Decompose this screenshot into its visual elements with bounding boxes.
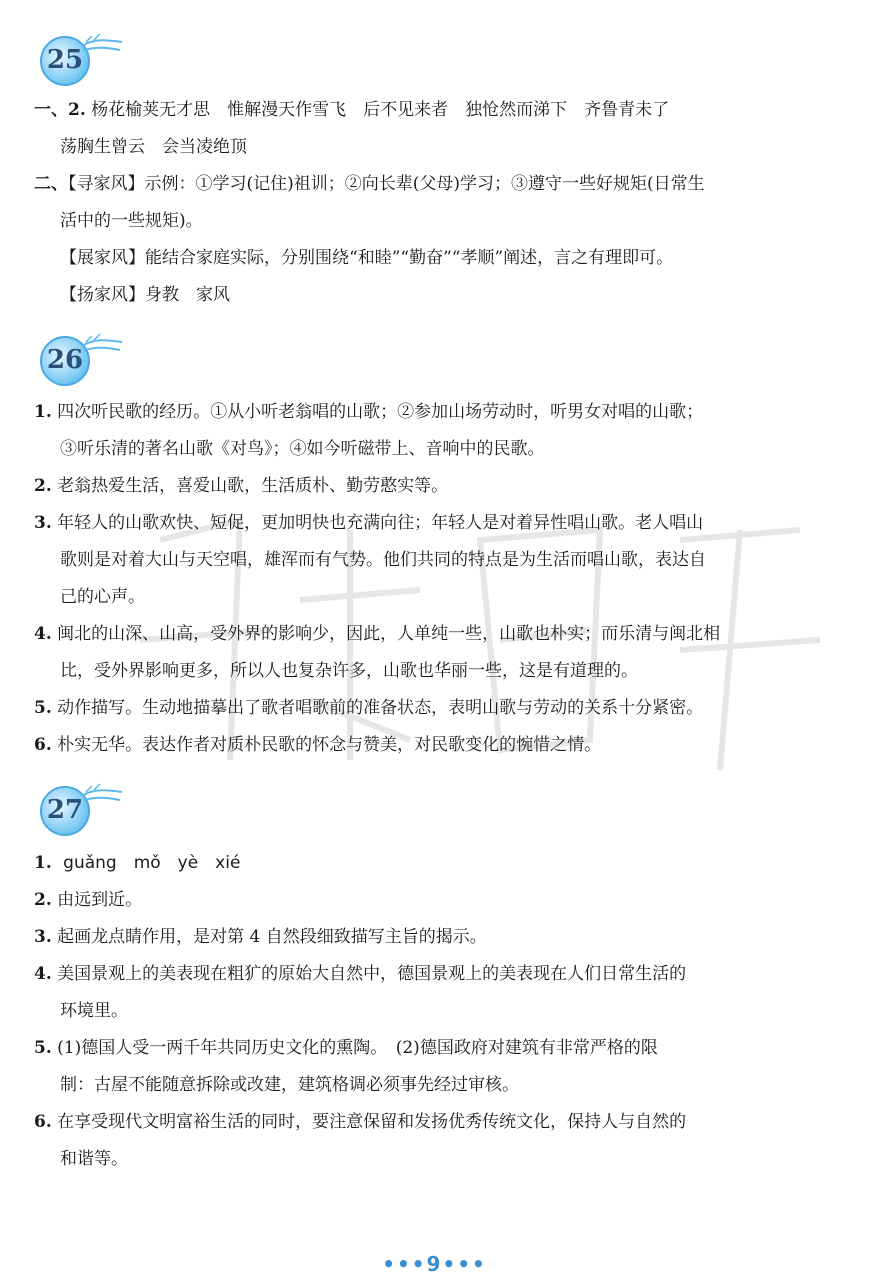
section-number: 27 (46, 795, 84, 825)
answer-line (34, 1030, 834, 1067)
answer-line (34, 727, 834, 764)
answer-line (34, 431, 834, 468)
answer-line (34, 653, 834, 690)
answer-text: 和谐等。 (60, 1149, 128, 1169)
question-number: 6. (34, 1112, 52, 1132)
answer-line (34, 1141, 834, 1178)
question-number: 1. (34, 853, 52, 873)
answer-text: 杨花榆荚无才思 惟解漫天作雪飞 后不见来者 独怆然而涕下 齐鲁青未了 (85, 100, 670, 120)
answer-text: 【展家风】能结合家庭实际，分别围绕“和睦”“勤奋”“孝顺”阐述，言之有理即可。 (60, 248, 674, 268)
answer-text: 四次听民歌的经历。①从小听老翁唱的山歌；②参加山场劳动时，听男女对唱的山歌； (51, 402, 704, 422)
section-27-answers (34, 845, 834, 1178)
answer-text: 歌则是对着大山与天空唱，雄浑而有气势。他们共同的特点是为生活而唱山歌，表达自 (60, 550, 706, 570)
answer-line (34, 993, 834, 1030)
section-number: 26 (46, 345, 84, 375)
question-number: 2. (34, 476, 52, 496)
page-number: •••9••• (382, 1252, 487, 1276)
answer-line (34, 690, 834, 727)
answer-line (34, 616, 834, 653)
answer-line (34, 505, 834, 542)
answer-text: 年轻人的山歌欢快、短促，更加明快也充满向往；年轻人是对着异性唱山歌。老人唱山 (51, 513, 704, 533)
answer-line (34, 542, 834, 579)
question-number: 2. (34, 890, 52, 910)
answer-text: 荡胸生曾云 会当凌绝顶 (60, 137, 247, 157)
answer-text: 动作描写。生动地描摹出了歌者唱歌前的准备状态，表明山歌与劳动的关系十分紧密。 (51, 698, 704, 718)
answer-line (34, 166, 834, 203)
answer-line (34, 1104, 834, 1141)
answer-text: 老翁热爱生活，喜爱山歌，生活质朴、勤劳憨实等。 (51, 476, 449, 496)
question-number: 二、 (34, 174, 68, 194)
answer-text: 比，受外界影响更多，所以人也复杂许多，山歌也华丽一些，这是有道理的。 (60, 661, 638, 681)
question-number: 6. (34, 735, 52, 755)
answer-text: 己的心声。 (60, 587, 145, 607)
question-number: 一、2. (34, 100, 86, 120)
question-number: 5. (34, 698, 52, 718)
answer-text: 【扬家风】身教 家风 (60, 285, 230, 305)
answer-line (34, 277, 834, 314)
answer-text: 由远到近。 (51, 890, 143, 910)
answer-text: 活中的一些规矩)。 (60, 211, 203, 231)
answer-text: 美国景观上的美表现在粗犷的原始大自然中，德国景观上的美表现在人们日常生活的 (51, 964, 687, 984)
section-25-answers (34, 92, 834, 314)
answer-line (34, 240, 834, 277)
question-number: 4. (34, 624, 52, 644)
question-number: 1. (34, 402, 52, 422)
answer-text: (1)德国人受一两千年共同历史文化的熏陶。 (2)德国政府对建筑有非常严格的限 (51, 1038, 658, 1058)
answer-text: 朴实无华。表达作者对质朴民歌的怀念与赞美，对民歌变化的惋惜之情。 (51, 735, 602, 755)
section-number: 25 (46, 45, 84, 75)
answer-text: ③听乐清的著名山歌《对鸟》；④如今听磁带上、音响中的民歌。 (60, 439, 545, 459)
section-26-answers (34, 394, 834, 764)
answer-text: guǎng mǒ yè xié (51, 853, 241, 873)
question-number: 4. (34, 964, 52, 984)
question-number: 5. (34, 1038, 52, 1058)
answer-line (34, 579, 834, 616)
question-number: 3. (34, 927, 52, 947)
answer-line (34, 882, 834, 919)
answer-line (34, 919, 834, 956)
answer-line (34, 203, 834, 240)
answer-line (34, 394, 834, 431)
question-number: 3. (34, 513, 52, 533)
section-badge-25 (34, 30, 126, 90)
answer-text: 在享受现代文明富裕生活的同时，要注意保留和发扬优秀传统文化，保持人与自然的 (51, 1112, 687, 1132)
answer-line (34, 468, 834, 505)
answer-text: 制：古屋不能随意拆除或改建，建筑格调必须事先经过审核。 (60, 1075, 519, 1095)
answer-line (34, 92, 834, 129)
section-badge-26 (34, 330, 126, 390)
answer-text: 【寻家风】示例：①学习(记住)祖训；②向长辈(父母)学习；③遵守一些好规矩(日常生 (68, 174, 705, 194)
answer-text: 起画龙点睛作用，是对第 4 自然段细致描写主旨的揭示。 (51, 927, 487, 947)
answer-line (34, 956, 834, 993)
answer-line (34, 129, 834, 166)
section-badge-27 (34, 780, 126, 840)
answer-text: 闽北的山深、山高，受外界的影响少，因此，人单纯一些，山歌也朴实；而乐清与闽北相 (51, 624, 721, 644)
answer-line (34, 845, 834, 882)
answer-line (34, 1067, 834, 1104)
answer-text: 环境里。 (60, 1001, 128, 1021)
